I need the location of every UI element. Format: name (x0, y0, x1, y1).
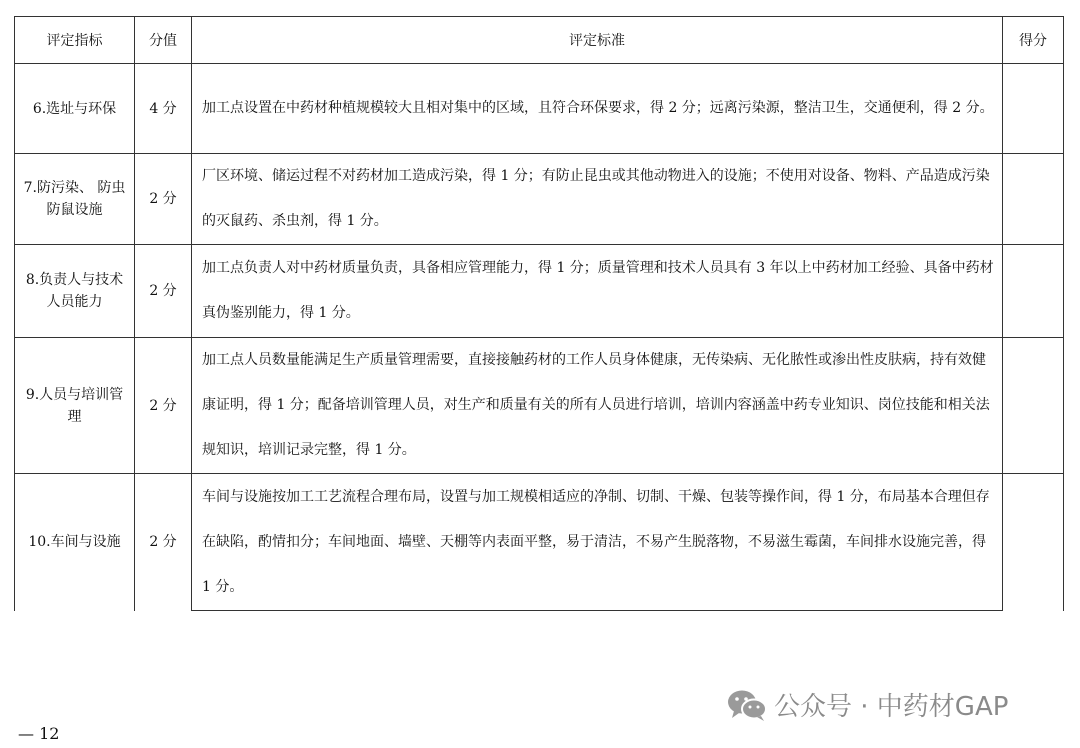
watermark-text: 公众号 · 中药材GAP (774, 692, 1009, 722)
indicator-cell: 10.车间与设施 (15, 474, 135, 611)
score-cell (1003, 338, 1064, 474)
points-cell: 2 分 (135, 154, 192, 245)
page-number: — 12 (18, 724, 60, 743)
table-row (15, 245, 1064, 338)
points-cell: 2 分 (135, 474, 192, 611)
header-indicator: 评定指标 (15, 17, 135, 64)
score-cell (1003, 64, 1064, 154)
points-cell: 2 分 (135, 245, 192, 338)
header-points: 分值 (135, 17, 192, 64)
standard-cell: 车间与设施按加工工艺流程合理布局，设置与加工规模相适应的净制、切制、干燥、包装等操作间，得 1 分，布局基本合理但存在缺陷，酌情扣分；车间地面、墙壁、天棚等内表面平整，易于清洁，不易产生脱落物，不易滋生霉菌，车间排水设施完善，得 1 分。 (192, 474, 1003, 611)
score-cell (1003, 154, 1064, 245)
score-cell (1003, 245, 1064, 338)
indicator-cell: 9.人员与培训管理 (15, 338, 135, 474)
header-score: 得分 (1003, 17, 1064, 64)
points-cell: 4 分 (135, 64, 192, 154)
evaluation-table (14, 16, 1064, 611)
indicator-cell: 6.选址与环保 (15, 64, 135, 154)
standard-cell: 加工点负责人对中药材质量负责，具备相应管理能力，得 1 分；质量管理和技术人员具有 3 年以上中药材加工经验、具备中药材真伪鉴别能力，得 1 分。 (192, 245, 1003, 338)
points-cell: 2 分 (135, 338, 192, 474)
standard-cell: 厂区环境、储运过程不对药材加工造成污染，得 1 分；有防止昆虫或其他动物进入的设施；不使用对设备、物料、产品造成污染的灭鼠药、杀虫剂，得 1 分。 (192, 154, 1003, 245)
standard-cell: 加工点设置在中药材种植规模较大且相对集中的区域，且符合环保要求，得 2 分；远离污染源，整洁卫生，交通便利，得 2 分。 (192, 64, 1003, 154)
table-row (15, 64, 1064, 154)
table-header-row (15, 17, 1064, 64)
table-row (15, 338, 1064, 474)
table-row (15, 154, 1064, 245)
header-standard: 评定标准 (192, 17, 1003, 64)
watermark (726, 686, 1008, 723)
wechat-icon (726, 687, 768, 723)
indicator-cell: 8.负责人与技术人员能力 (15, 245, 135, 338)
score-cell (1003, 474, 1064, 611)
table-row (15, 474, 1064, 611)
indicator-cell: 7.防污染、 防虫防鼠设施 (15, 154, 135, 245)
standard-cell: 加工点人员数量能满足生产质量管理需要，直接接触药材的工作人员身体健康，无传染病、无化脓性或渗出性皮肤病，持有效健康证明，得 1 分；配备培训管理人员，对生产和质量有关的所有人员进行培训，培训内容涵盖中药专业知识、岗位技能和相关法规知识，培训记录完整，得 1 分。 (192, 338, 1003, 474)
